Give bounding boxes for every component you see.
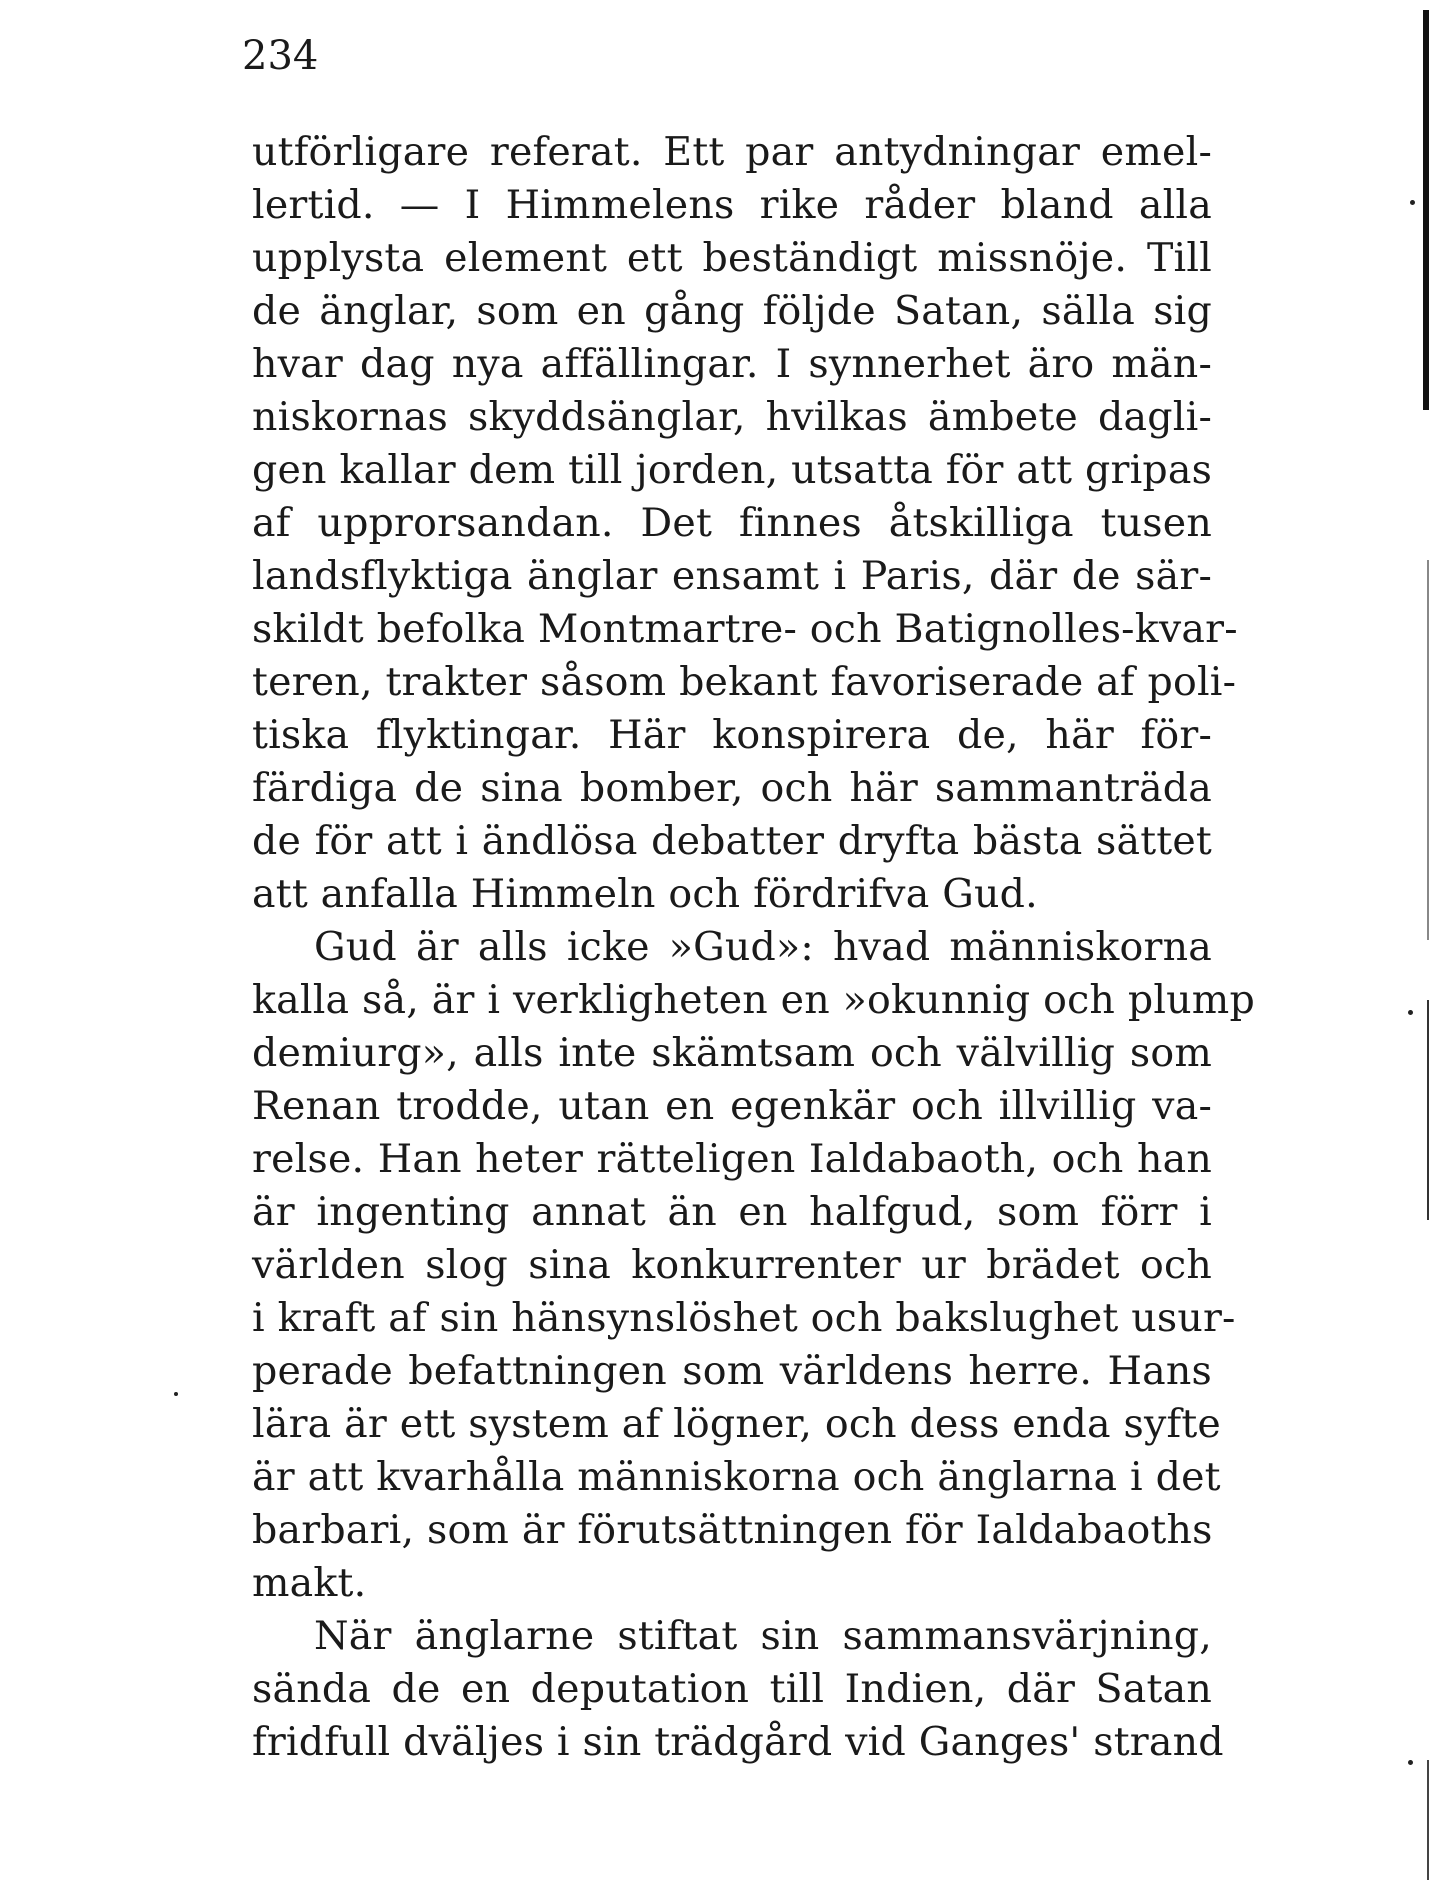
scan-edge-mark [1427, 1760, 1429, 1880]
scan-edge-mark [1427, 1000, 1429, 1220]
text-line: teren, trakter såsom bekant favoriserade af poli- [252, 659, 1237, 705]
scan-edge-mark [1427, 560, 1429, 940]
text-line: är att kvarhålla människorna och änglarna i det [252, 1454, 1221, 1500]
text-line: sända de en deputation till Indien, där Satan [252, 1666, 1212, 1712]
text-line: makt. [252, 1560, 367, 1606]
text-line: i kraft af sin hänsynslöshet och bakslughet usur- [252, 1295, 1236, 1341]
text-line: färdiga de sina bomber, och här sammanträda [252, 765, 1212, 811]
text-line: perade befattningen som världens herre. Hans [252, 1348, 1212, 1394]
text-line: är ingenting annat än en halfgud, som förr i [252, 1189, 1212, 1235]
text-line: fridfull dväljes i sin trädgård vid Ganges' strand [252, 1719, 1224, 1765]
text-line: gen kallar dem till jorden, utsatta för att gripas [252, 447, 1213, 493]
scan-speck [1408, 1010, 1413, 1015]
text-line: kalla så, är i verkligheten en »okunnig och plump [252, 977, 1255, 1023]
text-line: skildt befolka Montmartre- och Batignolles-kvar- [252, 606, 1238, 652]
scan-speck [1410, 200, 1415, 205]
text-line: upplysta element ett beständigt missnöje. Till [252, 235, 1212, 281]
text-line: hvar dag nya affällingar. I synnerhet äro män- [252, 341, 1212, 387]
scan-edge-mark [1423, 10, 1429, 410]
body-text [252, 126, 1255, 1769]
text-line: lertid. — I Himmelens rike råder bland alla [252, 182, 1212, 228]
text-line: relse. Han heter rätteligen Ialdabaoth, och han [252, 1136, 1212, 1182]
text-line: Renan trodde, utan en egenkär och illvillig va- [252, 1083, 1212, 1129]
text-line: Gud är alls icke »Gud»: hvad människorna [314, 924, 1212, 970]
text-line: demiurg», alls inte skämtsam och välvillig som [252, 1030, 1212, 1076]
text-line: världen slog sina konkurrenter ur brädet och [252, 1242, 1212, 1288]
text-line: När änglarne stiftat sin sammansvärjning, [314, 1613, 1212, 1659]
text-line: de änglar, som en gång följde Satan, sälla sig [252, 288, 1212, 334]
text-line: landsflyktiga änglar ensamt i Paris, där de sär- [252, 553, 1212, 599]
text-line: tiska flyktingar. Här konspirera de, här för- [252, 712, 1212, 758]
text-line: niskornas skyddsänglar, hvilkas ämbete dagli- [252, 394, 1212, 440]
text-line: barbari, som är förutsättningen för Ialdabaoths [252, 1507, 1213, 1553]
scan-speck [1408, 1760, 1413, 1765]
page-number: 234 [242, 33, 319, 79]
text-line: utförligare referat. Ett par antydningar emel- [252, 129, 1212, 175]
text-line: de för att i ändlösa debatter dryfta bästa sättet [252, 818, 1212, 864]
text-line: lära är ett system af lögner, och dess enda syfte [252, 1401, 1221, 1447]
text-line: att anfalla Himmeln och fördrifva Gud. [252, 871, 1038, 917]
scan-speck [174, 1392, 178, 1396]
text-line: af upprorsandan. Det finnes åtskilliga tusen [252, 500, 1212, 546]
